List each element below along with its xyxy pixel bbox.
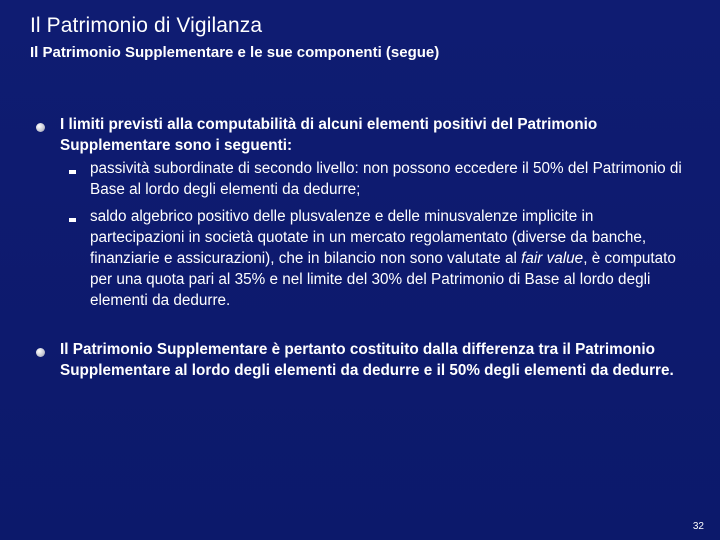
slide-body [36,114,696,381]
bullet-dot-icon [36,348,45,357]
bullet-item [36,114,696,311]
sub-bullet-item [68,206,696,311]
bullet-dot-icon [36,123,45,132]
sub-bullet-text [90,206,690,311]
sub-bullet-text-part: , è computato per una quota pari al 35% e nel limite del 30% del Patrimonio di Base al lordo degli elementi da dedurre. [90,250,676,309]
sub-bullet-text-part: saldo algebrico positivo delle plusvalenze e delle minusvalenze implicite in partecipazioni in società quotate in un mercato regolamentato (diverse da banche, finanziarie e assicurazioni), che in bilancio non sono valutate al [90,208,647,267]
slide-subtitle: Il Patrimonio Supplementare e le sue componenti (segue) [30,44,440,61]
bullet-text: I limiti previsti alla computabilità di alcuni elementi positivi del Patrimonio Supplementare sono i seguenti: [60,116,598,154]
dash-bullet-icon [69,170,76,174]
spacer [36,317,696,339]
slide-title: Il Patrimonio di Vigilanza [30,14,263,37]
fair-value-emphasis: fair value [521,250,584,267]
bullet-text: Il Patrimonio Supplementare è pertanto costituito dalla differenza tra il Patrimonio Supplementare al lordo degli elementi da dedurre e il 50% degli elementi da dedurre. [60,341,674,379]
sub-bullet-item [68,158,696,200]
sub-bullet-list [68,158,696,311]
page-number: 32 [692,521,704,532]
sub-bullet-text: passività subordinate di secondo livello: non possono eccedere il 50% del Patrimonio di Base al lordo degli elementi da dedurre; [90,160,682,198]
dash-bullet-icon [69,218,76,222]
bullet-item [36,339,696,381]
